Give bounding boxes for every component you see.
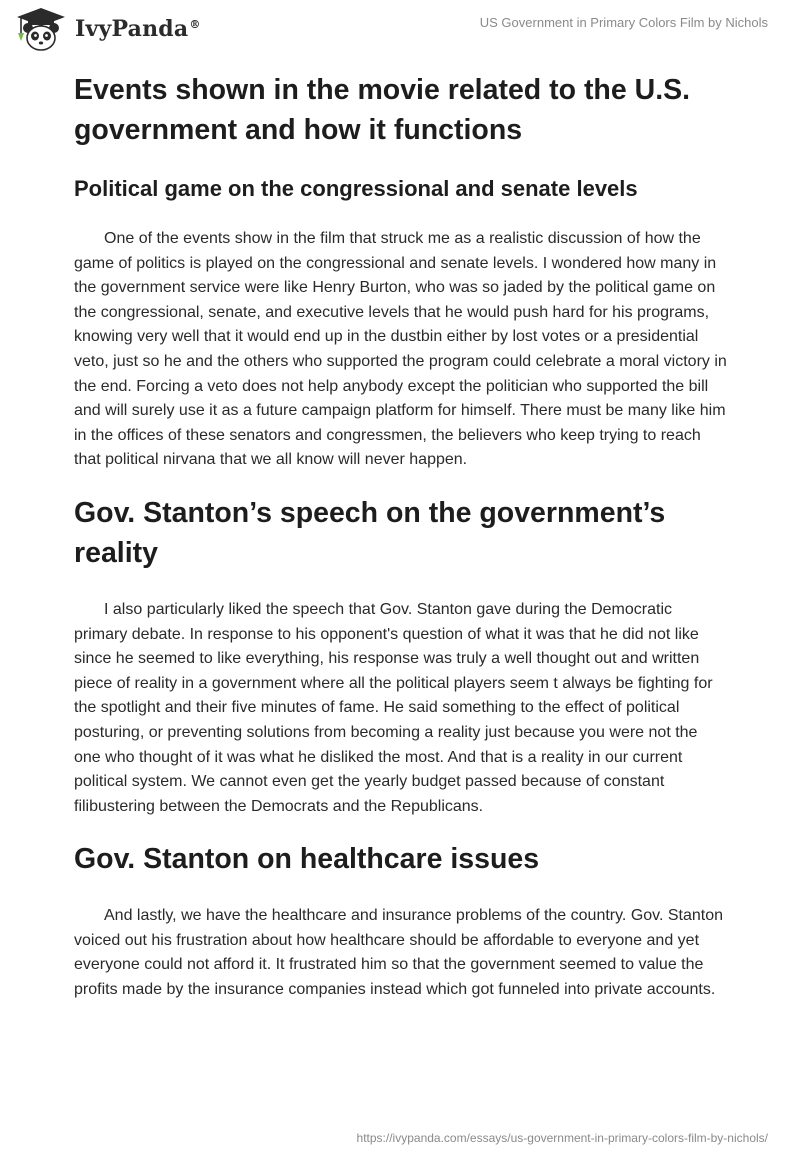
source-url[interactable]: https://ivypanda.com/essays/us-government-in-primary-colors-film-by-nichols/	[356, 1131, 768, 1145]
running-title: US Government in Primary Colors Film by Nichols	[479, 15, 768, 30]
article-title: Events shown in the movie related to the U.S. government and how it functions	[74, 74, 691, 146]
section-paragraph: And lastly, we have the healthcare and insurance problems of the country. Gov. Stanton voiced out his frustration about how healthcare should be affordable to everyone and yet everyone could not afford it. It frustrated him so that the government seemed to value the profits made by the insurance companies instead which got funneled into private accounts.	[74, 907, 724, 999]
section-heading: Political game on the congressional and senate levels	[74, 176, 638, 201]
section-paragraph: I also particularly liked the speech that Gov. Stanton gave during the Democratic primary debate. In response to his opponent's question of what it was that he did not like since he seemed to like everything, his response was truly a well thought out and written piece of reality in a government where all the political players seem t always be fighting for the spotlight and their five minutes of fame. He said something to the effect of political posturing, or preventing solutions from becoming a reality just because you were not the one who thought of it was what he disliked the most. And that is a reality in our current political system. We cannot even get the yearly budget passed because of constant filibustering between the Democrats and the Republicans.	[74, 600, 713, 815]
brand-logo[interactable]	[15, 6, 201, 52]
section-paragraph: One of the events show in the film that struck me as a realistic discussion of how the game of politics is played on the congressional and senate levels. I wondered how many in the government service were like Henry Burton, who was so jaded by the political game on the congressional, senate, and executive levels that he would push hard for his programs, knowing very well that it would end up in the dustbin either by lost votes or a presidential veto, just so he and the others who supported the program could celebrate a moral victory in the end. Forcing a veto does not help anybody except the politician who supported the bill and will surely use it as a future campaign platform for himself. There must be many like him in the offices of these senators and congressmen, the believers who keep trying to reach that political nirvana that we all know will never happen.	[74, 230, 727, 469]
section-heading: Gov. Stanton’s speech on the government’s reality	[74, 496, 666, 569]
panda-graduate-logo-icon	[15, 6, 67, 52]
page-header	[0, 0, 800, 60]
brand-name: IvyPanda®	[75, 16, 201, 42]
article-body	[74, 70, 728, 1003]
section-heading: Gov. Stanton on healthcare issues	[74, 843, 540, 876]
